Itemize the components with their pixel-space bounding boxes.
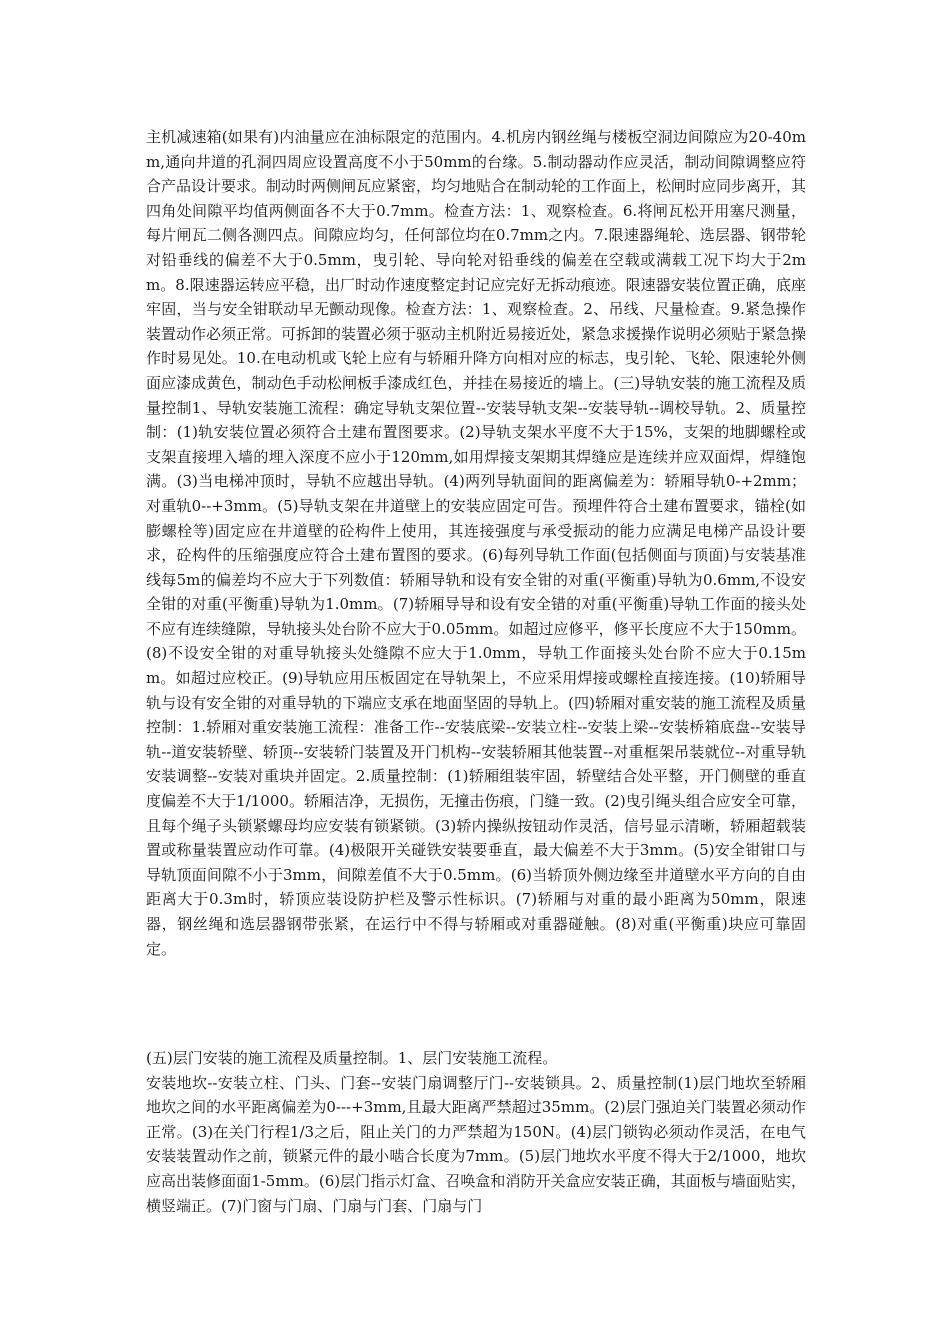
body-paragraph-3: 安装地坎--安装立柱、门头、门套--安装门扇调整厅门--安装锁具。2、质量控制(1)层门地坎至轿厢地坎之间的水平距离偏差为0---+3mm,且最大距离严禁超过35mm。(2)层门强迫关门装置必须动作正常。(3)在关门行程1/3之后，阻止关门的力严禁超为150N。(4)层门锁钩必须动作灵活，在电气安装装置动作之前，锁紧元件的最小啮合长度为7mm。(5)层门地坎水平度不得大于2/1000，地坎应高出装修面面1-5mm。(6)层门指示灯盒、召唤盒和消防开关盒应安装正确，其面板与墙面贴实，横竖端正。(7)门窗与门扇、门扇与门套、门扇与门 <box>146 1073 806 1215</box>
section-heading-landing-door: (五)层门安装的施工流程及质量控制。1、层门安装施工流程。 <box>146 1049 558 1067</box>
body-paragraph-2 <box>146 1046 806 1218</box>
body-paragraph-1: 主机减速箱(如果有)内油量应在油标限定的范围内。4.机房内钢丝绳与楼板空洞边间隙应为20-40mm,通向井道的孔洞四周应设置高度不小于50mm的台缘。5.制动器动作应灵活，制动间隙调整应符合产品设计要求。制动时两侧闸瓦应紧密，均匀地贴合在制动轮的工作面上，松闸时应同步离开，其四角处间隙平均值两侧面各不大于0.7mm。检查方法：1、观察检查。6.将闸瓦松开用塞尺测量，每片闸瓦二侧各测四点。间隙应均匀，任何部位均在0.7mm之内。7.限速器绳轮、选层器、钢带轮对铅垂线的偏差不大于0.5mm，曳引轮、导向轮对铅垂线的偏差在空载或满载工况下均大于2mm。8.限速器运转应平稳，出厂时动作速度整定封记应完好无拆动痕迹。限速器安装位置正确，底座牢固，当与安全钳联动早无颤动现像。检查方法：1、观察检查。2、吊线、尺量检查。9.紧急操作装置动作必须正常。可拆卸的装置必须于驱动主机附近易接近处，紧急求援操作说明必须贴于紧急操作时易见处。10.在电动机或飞轮上应有与轿厢升降方向相对应的标志，曳引轮、飞轮、限速轮外侧面应漆成黄色，制动色手动松闸板手漆成红色，并挂在易接近的墙上。(三)导轨安装的施工流程及质量控制1、导轨安装施工流程：确定导轨支架位置--安装导轨支架--安装导轨--调校导轨。2、质量控制：(1)轨安装位置必须符合土建布置图要求。(2)导轨支架水平度不大于15%，支架的地脚螺栓或支架直接埋入墙的埋入深度不应小于120mm,如用焊接支架期其焊缝应是连续并应双面焊，焊缝饱满。(3)当电梯冲顶时，导轨不应越出导轨。(4)两列导轨面间的距离偏差为：轿厢导轨0-+2mm；对重轨0--+3mm。(5)导轨支架在井道壁上的安装应固定可告。预埋件符合土建布置要求，锚栓(如膨螺栓等)固定应在井道壁的砼构件上使用，其连接强度与承受振动的能力应满足电梯产品设计要求，砼构件的压缩强度应符合土建布置图的要求。(6)每列导轨工作面(包括侧面与顶面)与安装基准线每5m的偏差均不应大于下列数值：轿厢导轨和设有安全钳的对重(平衡重)导轨为0.6mm,不设安全钳的对重(平衡重)导轨为1.0mm。(7)轿厢导导和设有安全错的对重(平衡重)导轨工作面的接头处不应有连续缝隙，导轨接头处台阶不应大于0.05mm。如超过应修平，修平长度应不大于150mm。(8)不设安全钳的对重导轨接头处缝隙不应大于1.0mm，导轨工作面接头处台阶不应大于0.15mm。如超过应校正。(9)导轨应用压板固定在导轨架上，不应采用焊接或螺栓直接连接。(10)轿厢导轨与设有安全钳的对重导轨的下端应支承在地面坚固的导轨上。(四)轿厢对重安装的施工流程及质量控制：1.轿厢对重安装施工流程：准备工作--安装底梁--安装立柱--安装上梁--安装桥箱底盘--安装导轨--道安装轿壁、轿顶--安装轿门装置及开门机构--安装轿厢其他装置--对重框架吊装就位--对重导轨安装调整--安装对重块并固定。2.质量控制：(1)轿厢组装牢固，轿壁结合处平整，开门侧壁的垂直度偏差不大于1/1000。轿厢洁净，无损伤，无撞击伤痕，门缝一致。(2)曳引绳头组合应安全可靠，且每个绳子头锁紧螺母均应安装有锁紧锁。(3)轿内操纵按钮动作灵活，信号显示清晰，轿厢超载装置或称量装置应动作可靠。(4)极限开关碰铁安装要垂直，最大偏差不大于3mm。(5)安全钳钳口与导轨顶面间隙不小于3mm，间隙差值不大于0.5mm。(6)当轿顶外侧边缘至井道壁水平方向的自由距离大于0.3m时，轿顶应装设防护栏及警示性标识。(7)轿厢与对重的最小距离为50mm，限速器，钢丝绳和选层器钢带张紧，在运行中不得与轿厢或对重器碰触。(8)对重(平衡重)块应可靠固定。 <box>146 128 807 958</box>
